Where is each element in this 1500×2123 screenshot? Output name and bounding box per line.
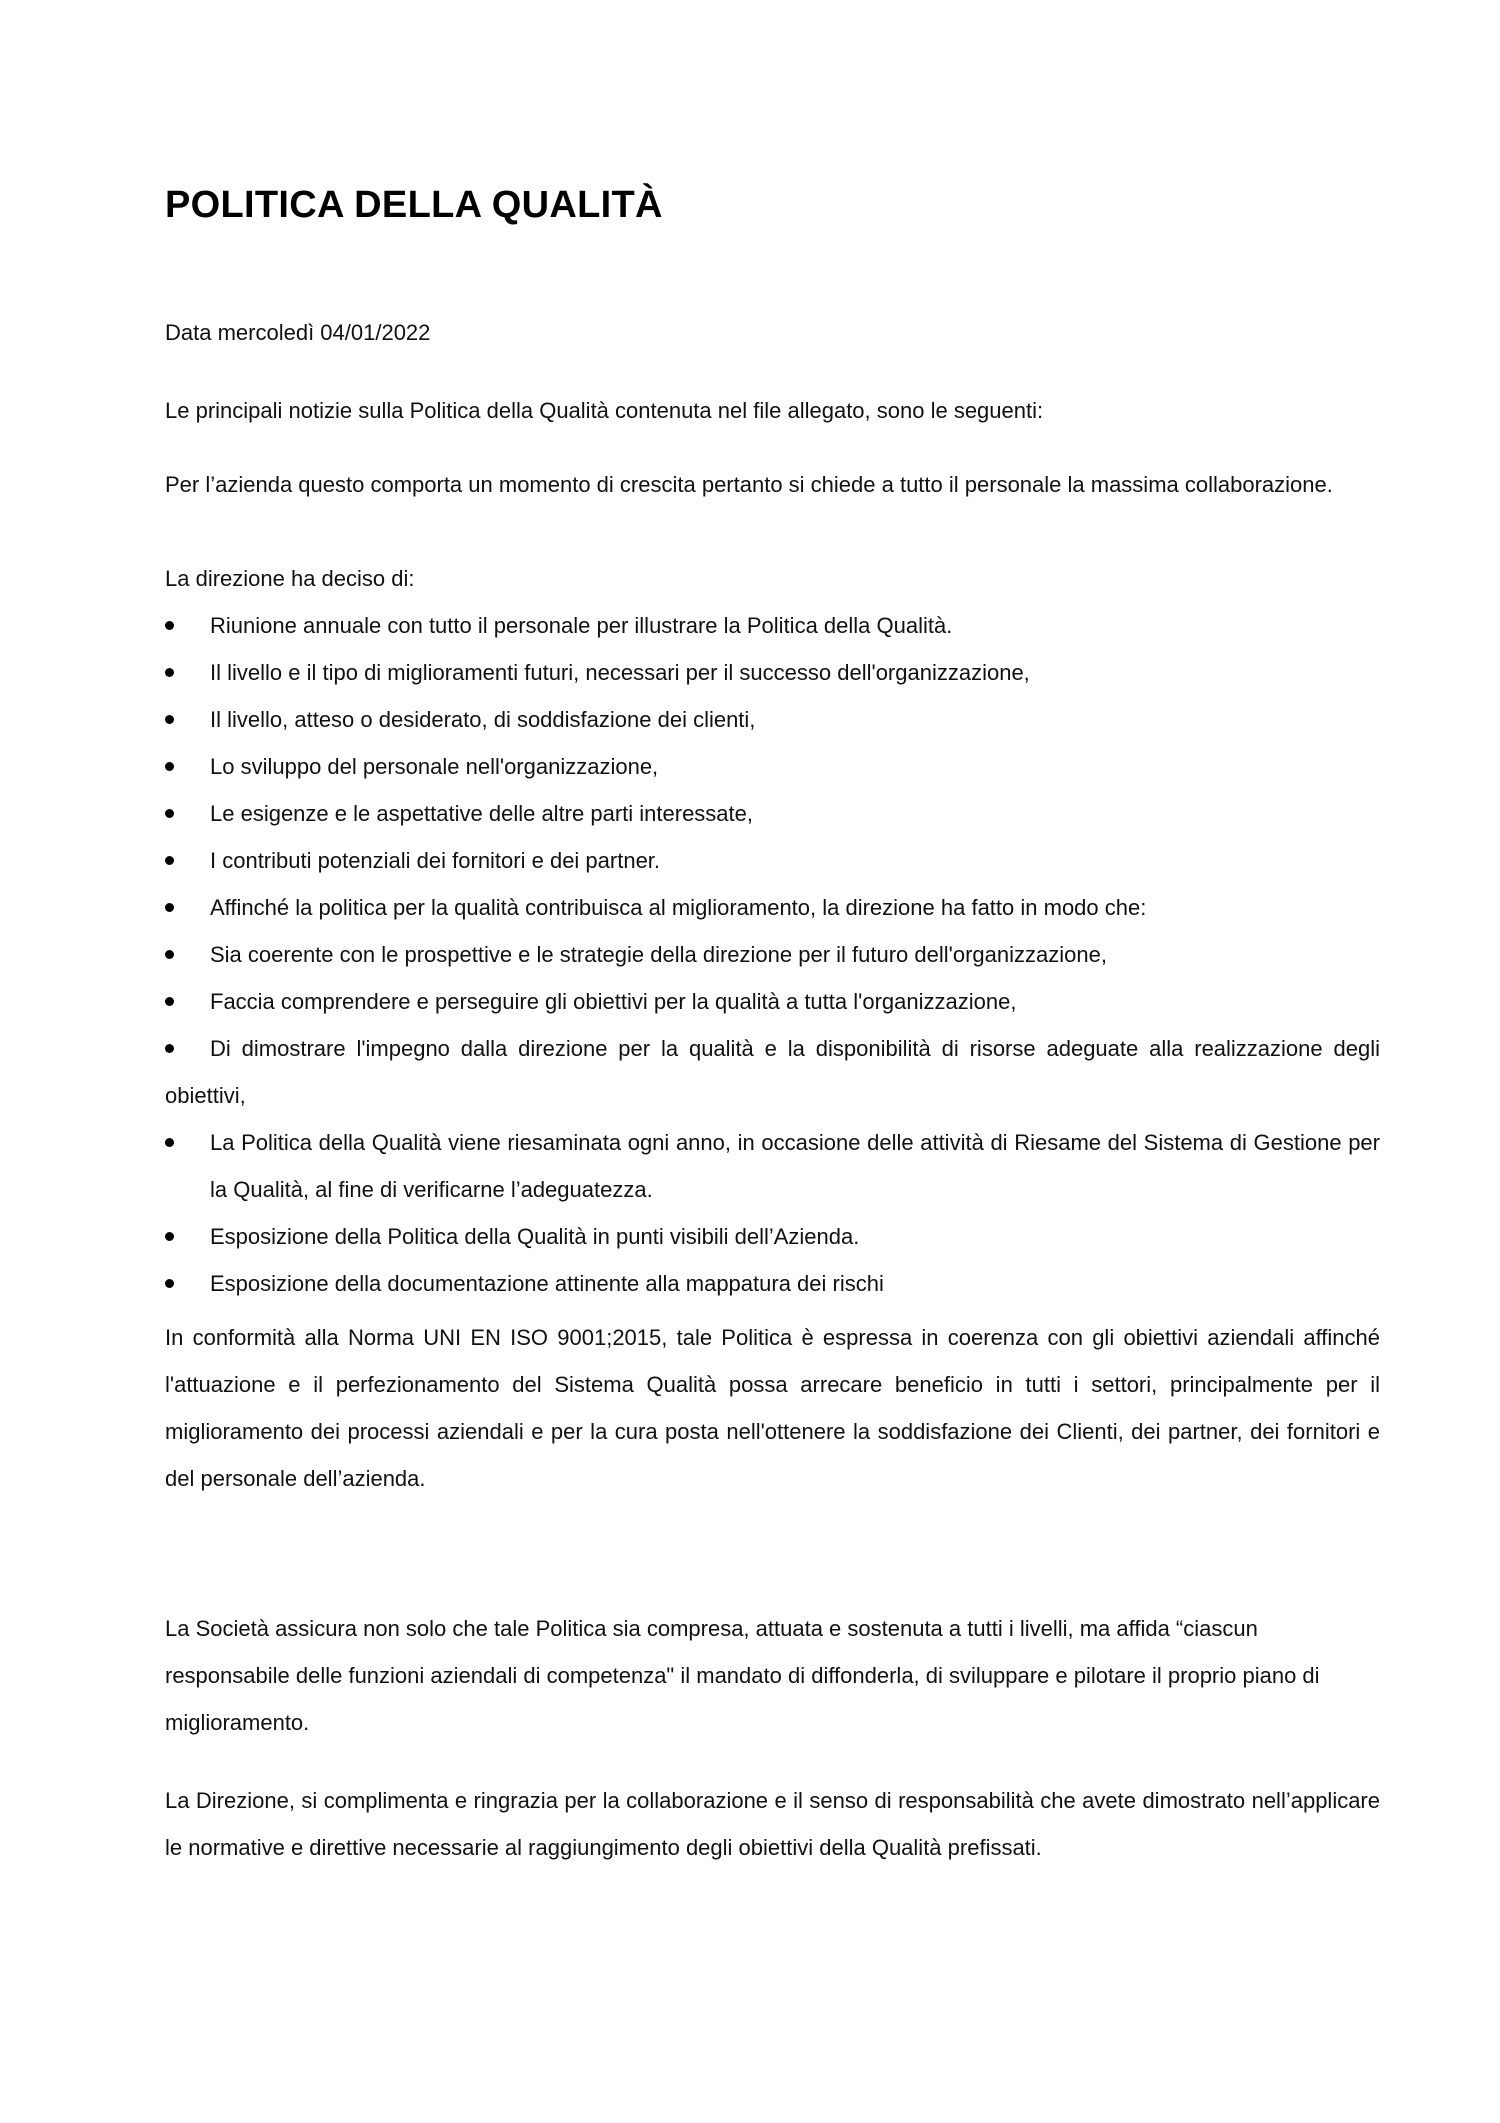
decided-line: La direzione ha deciso di: [165, 566, 415, 591]
bullet-item [165, 1260, 1380, 1307]
bullet-dot-icon [165, 668, 174, 677]
bullet-item [165, 790, 1380, 837]
bullet-item [165, 837, 1380, 884]
bullet-text: Sia coerente con le prospettive e le strategie della direzione per il futuro dell'organizzazione, [210, 942, 1107, 967]
bullet-text: Esposizione della Politica della Qualità in punti visibili dell’Azienda. [210, 1224, 860, 1249]
bullet-dot-icon [165, 1232, 174, 1241]
bullet-item [165, 1119, 1380, 1213]
conformity-paragraph: In conformità alla Norma UNI EN ISO 9001;2015, tale Politica è espressa in coerenza con gli obiettivi aziendali affinché l'attuazione e il perfezionamento del Sistema Qualità possa arrecare beneficio in tutti i settori, principalmente per il miglioramento dei processi aziendali e per la cura posta nell'ottenere la soddisfazione dei Clienti, dei partner, dei fornitori e del personale dell’azienda. [165, 1325, 1380, 1491]
bullet-dot-icon [165, 762, 174, 771]
society-paragraph: La Società assicura non solo che tale Politica sia compresa, attuata e sostenuta a tutti i livelli, ma affida “ciascun responsabile delle funzioni aziendali di competenza" il mandato di diffonderla, di sviluppare e pilotare il proprio piano di miglioramento. [165, 1616, 1320, 1735]
bullet-item [165, 602, 1380, 649]
bullet-dot-icon [165, 621, 174, 630]
bullet-text: I contributi potenziali dei fornitori e dei partner. [210, 848, 661, 873]
bullet-item [165, 978, 1380, 1025]
document-title: POLITICA DELLA QUALITÀ [165, 184, 663, 226]
bullet-dot-icon [165, 1138, 174, 1147]
bullet-text: Le esigenze e le aspettative delle altre parti interessate, [210, 801, 753, 826]
bullet-dot-icon [165, 856, 174, 865]
bullet-item [165, 884, 1380, 931]
bullet-dot-icon [165, 950, 174, 959]
bullet-text: Faccia comprendere e perseguire gli obiettivi per la qualità a tutta l'organizzazione, [210, 989, 1017, 1014]
bullet-dot-icon [165, 809, 174, 818]
bullet-item [165, 1025, 1380, 1119]
bullet-dot-icon [165, 1279, 174, 1288]
bullet-item [165, 931, 1380, 978]
bullet-text: Affinché la politica per la qualità contribuisca al miglioramento, la direzione ha fatto in modo che: [210, 895, 1147, 920]
growth-paragraph: Per l’azienda questo comporta un momento di crescita pertanto si chiede a tutto il personale la massima collaborazione. [165, 472, 1333, 497]
bullet-item [165, 743, 1380, 790]
bullet-text: Di dimostrare l'impegno dalla direzione per la qualità e la disponibilità di risorse adeguate alla realizzazione degli obiettivi, [165, 1036, 1380, 1108]
bullet-item [165, 696, 1380, 743]
bullet-text: Il livello e il tipo di miglioramenti futuri, necessari per il successo dell'organizzazione, [210, 660, 1030, 685]
bullet-text: Riunione annuale con tutto il personale per illustrare la Politica della Qualità. [210, 613, 953, 638]
bullet-dot-icon [165, 715, 174, 724]
bullet-item [165, 649, 1380, 696]
bullet-text: Lo sviluppo del personale nell'organizzazione, [210, 754, 659, 779]
intro-paragraph: Le principali notizie sulla Politica della Qualità contenuta nel file allegato, sono le seguenti: [165, 398, 1044, 423]
bullet-text: Il livello, atteso o desiderato, di soddisfazione dei clienti, [210, 707, 756, 732]
decision-bullet-list [165, 602, 1380, 1307]
bullet-text: La Politica della Qualità viene riesaminata ogni anno, in occasione delle attività di Riesame del Sistema di Gestione per la Qualità, al fine di verificarne l’adeguatezza. [210, 1130, 1380, 1202]
bullet-item [165, 1213, 1380, 1260]
bullet-dot-icon [165, 997, 174, 1006]
bullet-dot-icon [165, 903, 174, 912]
bullet-text: Esposizione della documentazione attinente alla mappatura dei rischi [210, 1271, 884, 1296]
direction-paragraph: La Direzione, si complimenta e ringrazia per la collaborazione e il senso di responsabilità che avete dimostrato nell’applicare le normative e direttive necessarie al raggiungimento degli obiettivi della Qualità prefissati. [165, 1788, 1380, 1860]
bullet-dot-icon [165, 1044, 174, 1053]
date-line: Data mercoledì 04/01/2022 [165, 320, 431, 345]
